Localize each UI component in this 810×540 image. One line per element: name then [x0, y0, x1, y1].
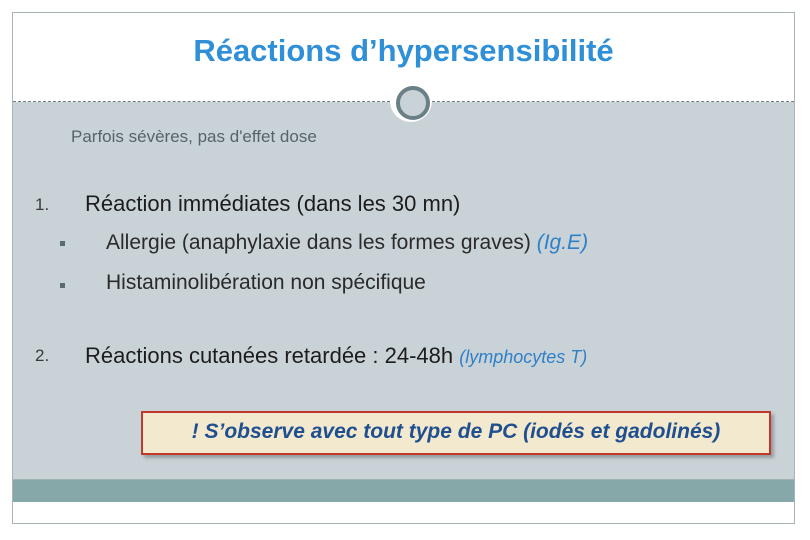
ring-icon — [390, 80, 432, 122]
warning-text: ! S’observe avec tout type de PC (iodés et gadolinés) — [191, 420, 721, 443]
subitem-allergie-label: Allergie (anaphylaxie dans les formes graves) — [106, 231, 537, 254]
item-text-1-label: Réaction immédiates (dans les 30 mn) — [85, 191, 461, 216]
item-text-2-label: Réactions cutanées retardée : 24-48h — [85, 343, 460, 368]
item-text-2 — [85, 343, 587, 369]
footer-bar — [13, 479, 794, 502]
ring-inner — [396, 86, 430, 120]
slide — [12, 12, 795, 524]
item-text-2-note: (lymphocytes T) — [459, 347, 588, 367]
subtitle: Parfois sévères, pas d'effet dose — [71, 127, 317, 146]
subitem-allergie-note: (Ig.E) — [536, 231, 589, 254]
warning-box — [141, 411, 771, 455]
subitem-histamino-label: Histaminolibération non spécifique — [106, 271, 426, 294]
item-number-2: 2. — [35, 346, 50, 365]
square-bullet-icon — [60, 241, 65, 246]
item-text-1 — [85, 191, 460, 217]
item-number-1: 1. — [35, 195, 50, 214]
subitem-allergie — [106, 231, 588, 255]
subitem-histamino — [106, 271, 426, 295]
square-bullet-icon — [60, 283, 65, 288]
slide-title: Réactions d’hypersensibilité — [193, 33, 614, 68]
